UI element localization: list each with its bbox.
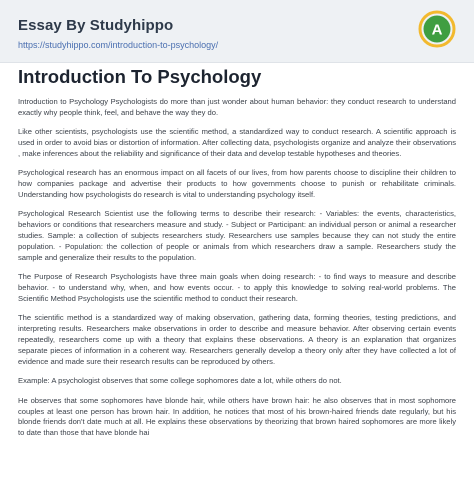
article-paragraph: Like other scientists, psychologists use the scientific method, a standardized way to conduct research. A scientific approach is used in order to avoid bias or distortion of information. After collecting data, psychologists organize and analyze their observations , make inferences about the reliability and significance of their data and develop testable hypotheses and theories. xyxy=(18,127,456,159)
article-url-link[interactable]: https://studyhippo.com/introduction-to-psychology/ xyxy=(18,40,219,50)
article-title: Introduction To Psychology xyxy=(18,66,262,87)
page-header xyxy=(0,0,474,63)
article-paragraph: He observes that some sophomores have blonde hair, while others have brown hair: he also observes that in most sophomore couples at least one person has brown hair. In addition, he notices that most of his brown-haired friends date regularly, but his blonde friends don't date much at all. He explains these observations by theorizing that brown haired sophomores are more likely to date than those that have blonde hai xyxy=(18,395,456,438)
article-paragraph: Psychological Research Scientist use the following terms to describe their research: - Variables: the events, characteristics, behaviors or conditions that researchers measure and study. - Subject or Participant: an individual person or animal a researcher studies. Sample: a collection of subjects researchers study. Researchers use samples because they can not study the entire population. - Population: the collection of people or animals from which researchers draw a sample. Researchers study the sample and generalize their results to the population. xyxy=(18,209,456,263)
article-paragraph: The Purpose of Research Psychologists have three main goals when doing research: - to find ways to measure and describe behavior. - to understand why, when, and how events occur. - to apply this knowledge to solving real-world problems. The Scientific Method Psychologists use the scientific method to conduct their research. xyxy=(18,272,456,304)
article-paragraph: Introduction to Psychology Psychologists do more than just wonder about human behavior: they conduct research to understand exactly why people think, feel, and behave the way they do. xyxy=(18,97,456,117)
article-paragraph: The scientific method is a standardized way of making observation, gathering data, forming theories, testing predictions, and interpreting results. Researchers make observations in order to describe and measure behavior. After observing certain events repeatedly, researchers come up with a theory that explains these observations. A theory is an explanation that organizes separate pieces of information in a coherent way. Researchers generally develop a theory only after they have collected a lot of evidence and made sure their research results can be reproduced by others. xyxy=(18,313,456,367)
site-title[interactable]: Essay By Studyhippo xyxy=(18,17,174,34)
logo-letter: A xyxy=(431,21,443,39)
studyhippo-logo-icon[interactable] xyxy=(418,10,456,48)
article-paragraph: Example: A psychologist observes that some college sophomores date a lot, while others do not. xyxy=(18,376,342,386)
article-body xyxy=(18,66,456,448)
article-paragraph: Psychological research has an enormous impact on all facets of our lives, from how parents choose to discipline their children to how companies package and advertise their products to how governments choose to punish or rehabilitate criminals. Understanding how psychologists do research is vital to understanding psychology itself. xyxy=(18,168,456,200)
